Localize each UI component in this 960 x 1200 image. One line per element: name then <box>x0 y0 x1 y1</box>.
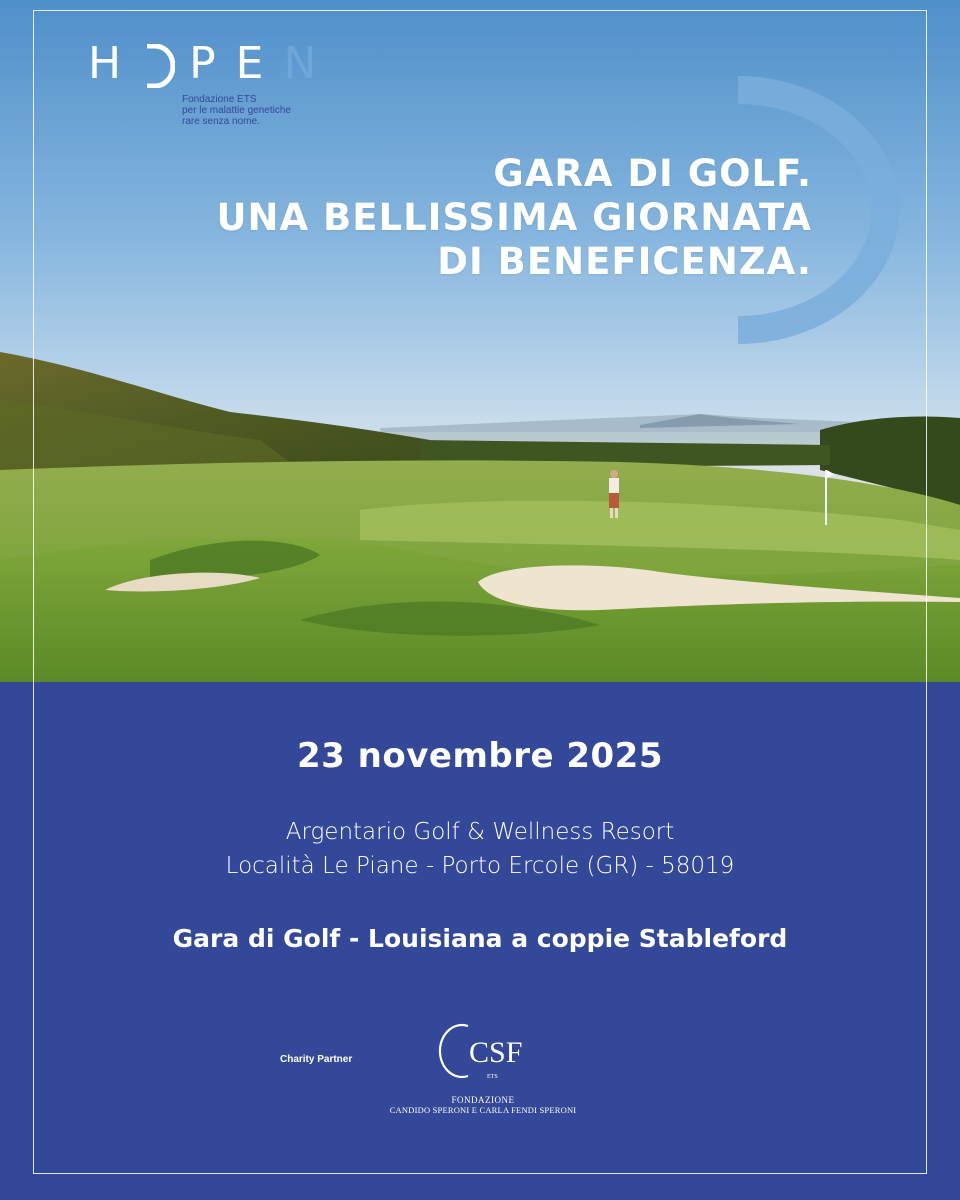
logo-letter <box>141 42 175 86</box>
logo-letter: P <box>189 38 222 89</box>
logo-letter: E <box>235 38 270 89</box>
charity-partner-label: Charity Partner <box>280 1054 353 1065</box>
venue-name: Argentario Golf & Wellness Resort <box>285 819 675 845</box>
logo-subtitle-line: per le malattie genetiche <box>182 105 291 116</box>
venue-address: Località Le Piane - Porto Ercole (GR) - 58019 <box>225 853 735 879</box>
headline-line: DI BENEFICENZA. <box>437 240 812 283</box>
logo-letter: N <box>283 38 323 89</box>
csf-monogram-ets: ETS <box>487 1074 498 1080</box>
logo-wordmark <box>88 38 323 89</box>
logo-o-shape <box>141 44 175 88</box>
logo-subtitle-line: rare senza nome. <box>182 116 260 127</box>
headline-line: UNA BELLISSIMA GIORNATA <box>216 196 812 239</box>
csf-monogram-s: CSF <box>469 1036 523 1069</box>
csf-name-line2: CANDIDO SPERONI E CARLA FENDI SPERONI <box>389 1105 577 1115</box>
event-venue <box>0 815 960 883</box>
csf-foundation-logo <box>378 1018 588 1118</box>
logo-subtitle <box>182 94 362 127</box>
csf-monogram <box>438 1018 528 1082</box>
competition-format: Gara di Golf - Louisiana a coppie Stableford <box>172 924 788 953</box>
headline-line: GARA DI GOLF. <box>493 152 812 195</box>
event-date: 23 novembre 2025 <box>297 736 663 776</box>
logo-subtitle-line: Fondazione ETS <box>182 94 257 105</box>
headline <box>217 152 812 284</box>
hopen-logo <box>88 38 323 127</box>
logo-letter: H <box>88 38 128 89</box>
csf-name-line1: FONDAZIONE <box>451 1095 515 1105</box>
